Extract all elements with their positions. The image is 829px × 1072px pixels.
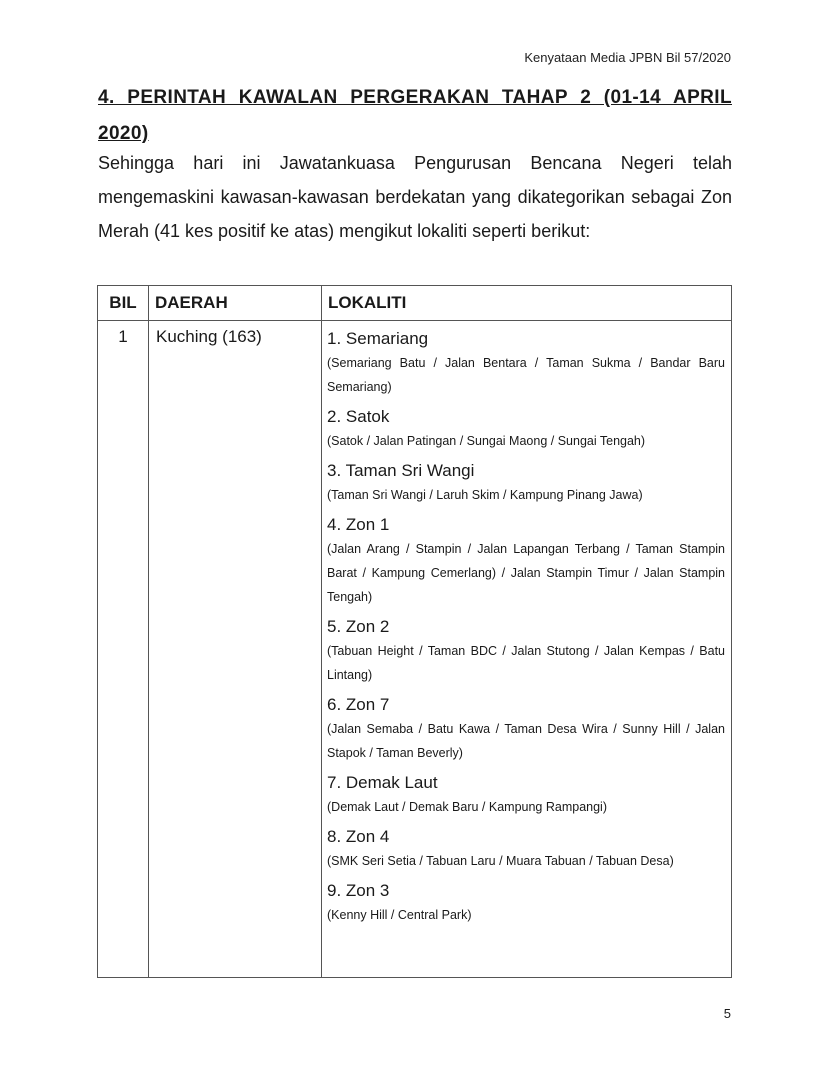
red-zone-table xyxy=(97,285,732,978)
locality-name: 4. Zon 1 xyxy=(327,515,390,534)
locality-detail: (Tabuan Height / Taman BDC / Jalan Stutong / Jalan Kempas / Batu Lintang) xyxy=(327,644,725,682)
locality-detail: (SMK Seri Setia / Tabuan Laru / Muara Tabuan / Tabuan Desa) xyxy=(327,854,674,868)
page-number: 5 xyxy=(723,1006,731,1021)
row-daerah: Kuching (163) xyxy=(149,321,322,978)
locality-name: 7. Demak Laut xyxy=(327,773,438,792)
header-bil: BIL xyxy=(98,286,149,321)
locality-name: 9. Zon 3 xyxy=(327,881,390,900)
table-header-row xyxy=(98,286,732,321)
locality-name: 5. Zon 2 xyxy=(327,617,390,636)
section-title-line2: 2020) xyxy=(98,123,149,144)
locality-detail: (Kenny Hill / Central Park) xyxy=(327,908,472,922)
header-daerah: DAERAH xyxy=(149,286,322,321)
locality-name: 3. Taman Sri Wangi xyxy=(327,461,475,480)
header-lokaliti: LOKALITI xyxy=(322,286,732,321)
locality-detail: (Jalan Semaba / Batu Kawa / Taman Desa Wira / Sunny Hill / Jalan Stapok / Taman Beverly) xyxy=(327,722,725,760)
row-lokaliti xyxy=(322,321,732,978)
locality-detail: (Demak Laut / Demak Baru / Kampung Rampangi) xyxy=(327,800,607,814)
locality-detail: (Jalan Arang / Stampin / Jalan Lapangan Terbang / Taman Stampin Barat / Kampung Cemerlang) / Jalan Stampin Timur / Jalan Stampin Tengah) xyxy=(327,542,725,604)
section-title xyxy=(98,80,732,152)
locality-detail: (Semariang Batu / Jalan Bentara / Taman Sukma / Bandar Baru Semariang) xyxy=(327,356,725,394)
locality-detail: (Taman Sri Wangi / Laruh Skim / Kampung Pinang Jawa) xyxy=(327,488,643,502)
locality-name: 8. Zon 4 xyxy=(327,827,390,846)
locality-name: 1. Semariang xyxy=(327,329,429,348)
section-title-line1: 4. PERINTAH KAWALAN PERGERAKAN TAHAP 2 (01-14 APRIL xyxy=(98,87,732,108)
document-reference: Kenyataan Media JPBN Bil 57/2020 xyxy=(524,50,731,65)
table-row xyxy=(98,321,732,978)
locality-detail: (Satok / Jalan Patingan / Sungai Maong / Sungai Tengah) xyxy=(327,434,646,448)
locality-name: 6. Zon 7 xyxy=(327,695,390,714)
intro-paragraph: Sehingga hari ini Jawatankuasa Pengurusan Bencana Negeri telah mengemaskini kawasan-kawasan berdekatan yang dikategorikan sebagai Zon Merah (41 kes positif ke atas) mengikut lokaliti seperti berikut: xyxy=(98,153,732,241)
locality-name: 2. Satok xyxy=(327,407,390,426)
row-bil: 1 xyxy=(98,321,149,978)
